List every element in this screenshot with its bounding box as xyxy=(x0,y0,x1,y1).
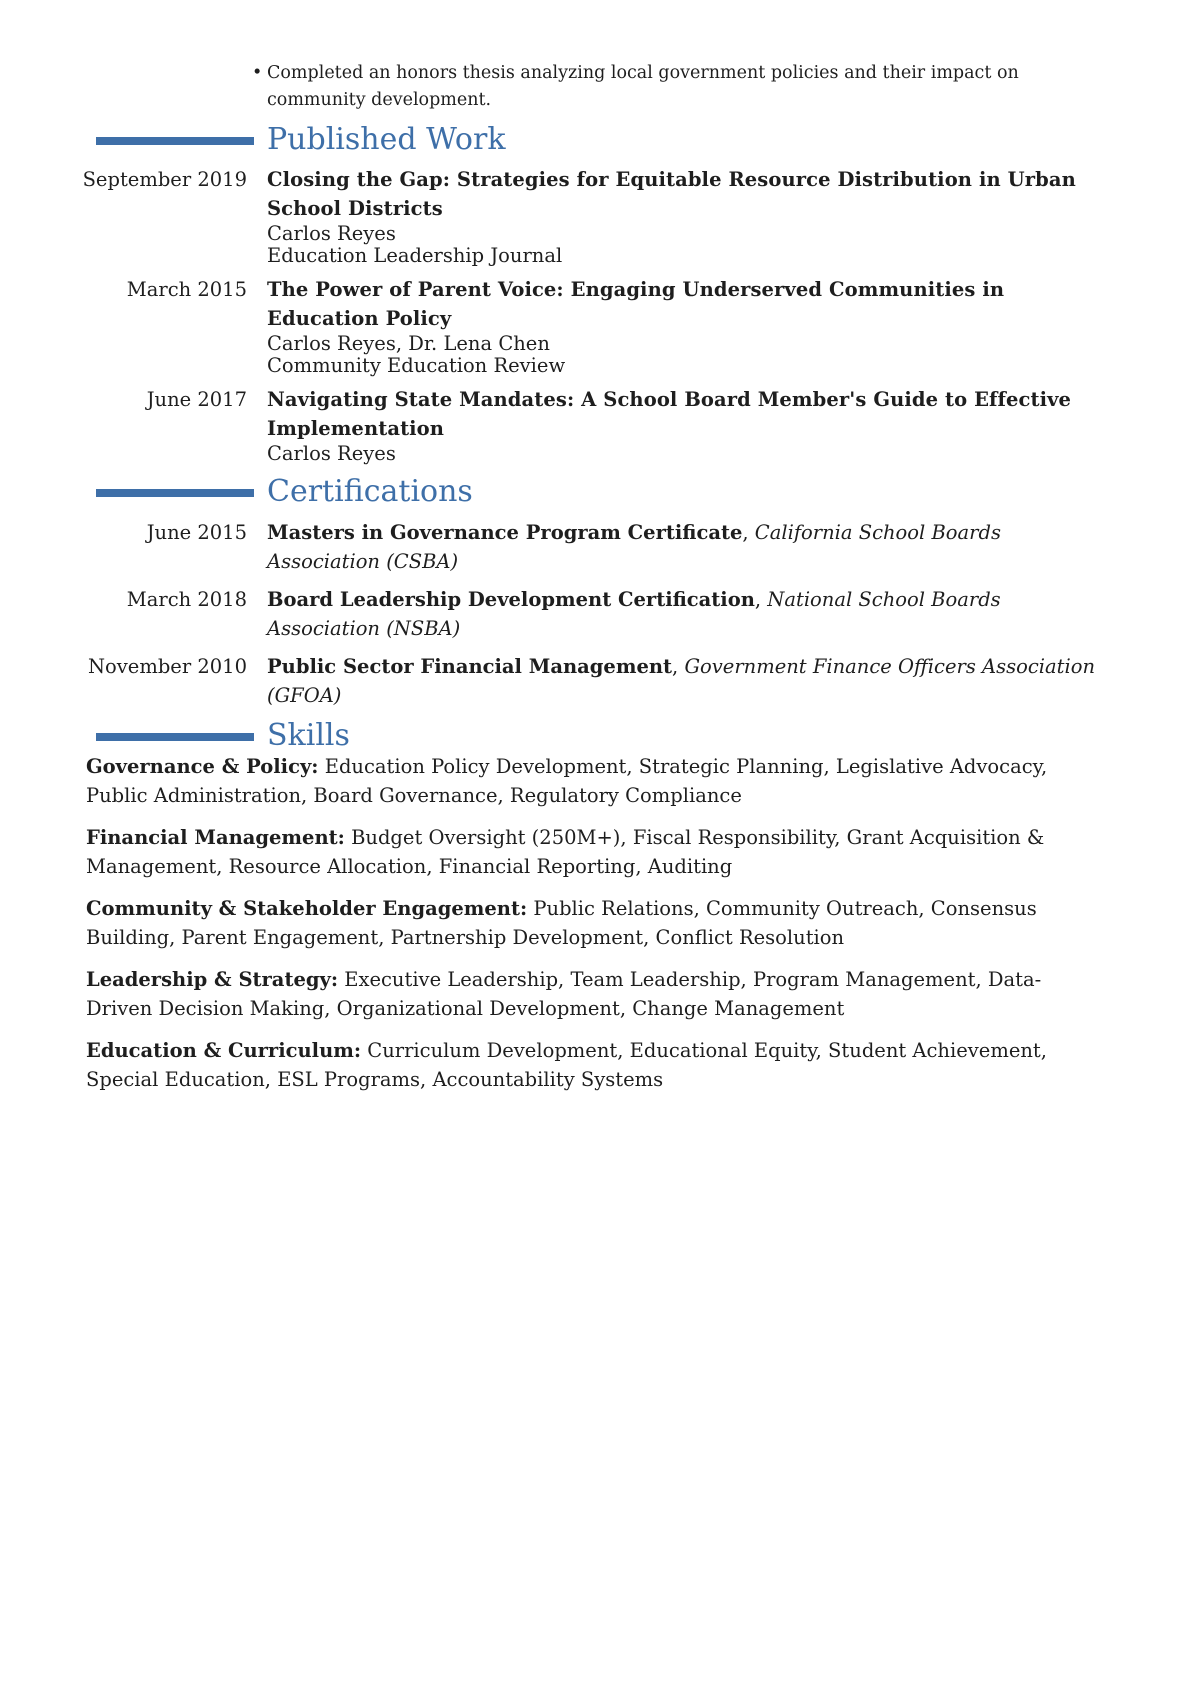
certification-date: March 2018 xyxy=(126,588,247,611)
certification-issuer: National School Boards Association (NSBA) xyxy=(267,588,1001,640)
publication-date: March 2015 xyxy=(126,278,247,301)
publication-title: Navigating State Mandates: A School Board Member's Guide to Effective Implementation xyxy=(267,388,1072,440)
certification-body: Board Leadership Development Certification, National School Boards Association (NSBA) xyxy=(267,588,1001,640)
skill-row xyxy=(86,752,1104,810)
skill-category: Governance & Policy: xyxy=(86,755,319,778)
skill-category: Education & Curriculum: xyxy=(86,1039,362,1062)
certification-name: Masters in Governance Program Certificate xyxy=(267,521,743,544)
skill-row xyxy=(86,894,1104,952)
skill-items: Curriculum Development, Educational Equity, Student Achievement, Special Education, ESL Programs, Accountability Systems xyxy=(86,1039,1047,1091)
section-bar xyxy=(96,733,254,741)
section-title: Skills xyxy=(267,718,350,753)
education-bullet xyxy=(252,60,1097,114)
certification-name: Public Sector Financial Management xyxy=(267,655,673,678)
bullet-icon: • xyxy=(252,63,263,83)
certification-date: June 2015 xyxy=(146,521,247,544)
section-title: Certifications xyxy=(267,474,473,509)
publication-authors: Carlos Reyes xyxy=(267,442,396,465)
certification-name: Board Leadership Development Certification xyxy=(267,588,755,611)
certification-issuer: Government Finance Officers Association (GFOA) xyxy=(267,655,1096,707)
skill-items: Budget Oversight (250M+), Fiscal Responsibility, Grant Acquisition & Management, Resource Allocation, Financial Reporting, Auditing xyxy=(86,826,1045,878)
skill-category: Community & Stakeholder Engagement: xyxy=(86,897,528,920)
section-title: Published Work xyxy=(267,122,506,157)
section-bar xyxy=(96,489,254,497)
certification-body: Masters in Governance Program Certificate, California School Boards Association (CSBA) xyxy=(267,521,1001,573)
publication-venue: Education Leadership Journal xyxy=(267,244,563,267)
skill-items: Education Policy Development, Strategic Planning, Legislative Advocacy, Public Administration, Board Governance, Regulatory Compliance xyxy=(86,755,1048,807)
skill-category: Leadership & Strategy: xyxy=(86,968,339,991)
skill-row xyxy=(86,823,1104,881)
section-bar xyxy=(96,137,254,145)
skill-items: Executive Leadership, Team Leadership, Program Management, Data-Driven Decision Making, Organizational Development, Change Management xyxy=(86,968,1042,1020)
education-bullet-text: Completed an honors thesis analyzing local government policies and their impact on community development. xyxy=(267,63,1019,110)
publication-title: The Power of Parent Voice: Engaging Underserved Communities in Education Policy xyxy=(267,278,1005,330)
skill-row xyxy=(86,1036,1104,1094)
skill-items: Public Relations, Community Outreach, Consensus Building, Parent Engagement, Partnership Development, Conflict Resolution xyxy=(86,897,1037,949)
publication-body xyxy=(267,275,1099,377)
certification-date: November 2010 xyxy=(87,655,247,678)
publication-title: Closing the Gap: Strategies for Equitable Resource Distribution in Urban School Districts xyxy=(267,168,1076,220)
certification-body: Public Sector Financial Management, Government Finance Officers Association (GFOA) xyxy=(267,655,1096,707)
publication-venue: Community Education Review xyxy=(267,354,566,377)
publication-date: June 2017 xyxy=(146,388,247,411)
publication-authors: Carlos Reyes, Dr. Lena Chen xyxy=(267,332,550,355)
publication-body xyxy=(267,385,1099,465)
skill-category: Financial Management: xyxy=(86,826,345,849)
publication-body xyxy=(267,165,1099,267)
publication-date: September 2019 xyxy=(82,168,247,191)
certification-issuer: California School Boards Association (CSBA) xyxy=(267,521,1001,573)
skill-row xyxy=(86,965,1104,1023)
skills-list xyxy=(86,752,1104,1107)
publication-authors: Carlos Reyes xyxy=(267,222,396,245)
